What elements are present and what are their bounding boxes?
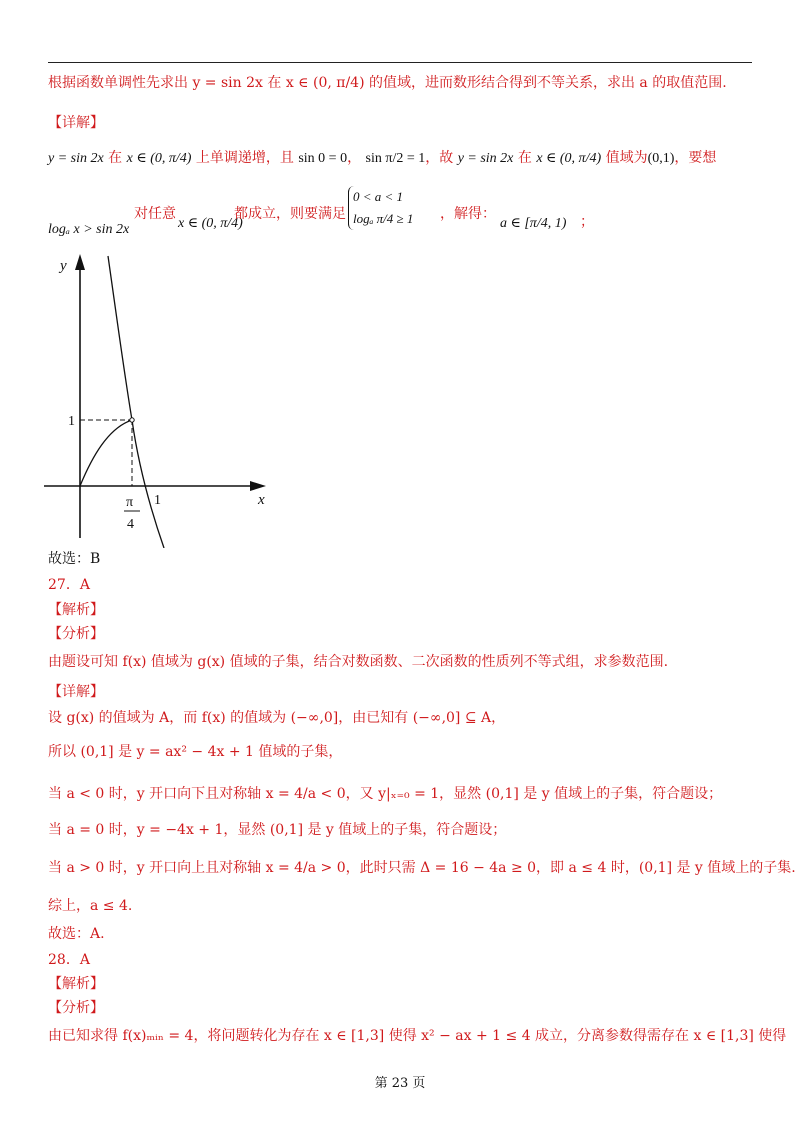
detail-27-line-1: 设 g(x) 的值域为 A，而 f(x) 的值域为 (−∞,0]，由已知有 (−∞,0] ⊆ A， (48, 710, 506, 726)
math-expr: logₐ x > sin 2x (48, 222, 130, 237)
text-span: ，要想 (674, 150, 717, 166)
text-span: ； (580, 214, 594, 230)
y-axis-label: y (60, 258, 67, 274)
question-27-heading: 27．A (48, 577, 90, 593)
y-tick-1: 1 (68, 414, 75, 429)
detail-27-line-5: 当 a > 0 时，y 开口向上且对称轴 x = 4/a > 0，此时只需 Δ = 16 − 4a ≥ 0，即 a ≤ 4 时，(0,1] 是 y 值域上的子集. (48, 860, 796, 876)
math-expr: sin 0 = 0 (298, 151, 348, 166)
math-expr: y = sin 2x (457, 151, 514, 166)
page-number: 第 23 页 (374, 1076, 426, 1091)
text-span: 在 (517, 150, 532, 166)
system-row-2: logₐ π/4 ≥ 1 (353, 211, 414, 226)
math-expr: (0,1) (647, 151, 675, 166)
detail-heading-27: 【详解】 (48, 684, 104, 700)
text-span: ， (347, 150, 362, 166)
text-span: 对任意 (134, 206, 176, 222)
detail-line-2 (48, 190, 760, 240)
math-expr: y = sin 2x (48, 151, 104, 166)
text-span: 在 (108, 150, 123, 166)
sine-curve (80, 420, 132, 486)
detail-27-line-3: 当 a < 0 时，y 开口向下且对称轴 x = 4/a < 0，又 y|ₓ₌₀ = 1，显然 (0,1] 是 y 值域上的子集，符合题设； (48, 786, 723, 802)
detail-27-line-4: 当 a = 0 时，y = −4x + 1，显然 (0,1] 是 y 值域上的子集，符合题设； (48, 822, 507, 838)
text-span: 值域为 (605, 150, 648, 166)
analysis-heading-27: 【分析】 (48, 626, 104, 642)
text-span: 都成立，则要满足 (234, 206, 346, 222)
analysis-line-1: 根据函数单调性先求出 y = sin 2x 在 x ∈ (0, π/4) 的值域，进而数形结合得到不等关系，求出 a 的取值范围. (48, 75, 727, 91)
y-axis-arrow-icon (75, 254, 85, 270)
intersection-point (130, 418, 134, 422)
detail-27-line-2: 所以 (0,1] 是 y = ax² − 4x + 1 值域的子集， (48, 744, 343, 760)
parse-heading-27: 【解析】 (48, 602, 104, 618)
x-axis-label: x (258, 492, 265, 508)
analysis-line-28: 由已知求得 f(x)ₘᵢₙ = 4，将问题转化为存在 x ∈ [1,3] 使得 x² − ax + 1 ≤ 4 成立，分离参数得需存在 x ∈ [1,3] 使得 (48, 1028, 787, 1044)
x-tick-pi-denominator: 4 (127, 517, 134, 532)
math-expr: x ∈ (0, π/4) (536, 151, 602, 166)
function-graph (44, 252, 284, 548)
parse-heading-28: 【解析】 (48, 976, 104, 992)
math-expr: x ∈ (0, π/4) (126, 151, 192, 166)
detail-heading-1: 【详解】 (48, 115, 104, 131)
text-span: ，解得： (440, 206, 496, 222)
text-span: ，故 (425, 150, 454, 166)
system-row-1: 0 < a < 1 (353, 189, 404, 204)
analysis-line-27: 由题设可知 f(x) 值域为 g(x) 值域的子集，结合对数函数、二次函数的性质列不等式组，求参数范围. (48, 654, 669, 670)
x-tick-1: 1 (154, 493, 161, 508)
answer-line-26: 故选：B (48, 551, 101, 567)
math-expr: a ∈ [π/4, 1) (500, 216, 567, 231)
header-rule (48, 62, 752, 63)
analysis-heading-28: 【分析】 (48, 1000, 104, 1016)
inequality-system (348, 186, 413, 230)
answer-line-27: 故选：A. (48, 926, 105, 942)
x-axis-arrow-icon (250, 481, 266, 491)
x-tick-pi-numerator: π (126, 495, 134, 510)
math-expr: x ∈ (0, π/4) (178, 216, 243, 231)
text-span: 上单调递增，且 (195, 150, 294, 166)
detail-27-conclusion: 综上，a ≤ 4. (48, 898, 133, 914)
math-expr: sin π/2 = 1 (365, 151, 426, 166)
detail-line-1 (48, 148, 760, 169)
question-28-heading: 28．A (48, 952, 90, 968)
